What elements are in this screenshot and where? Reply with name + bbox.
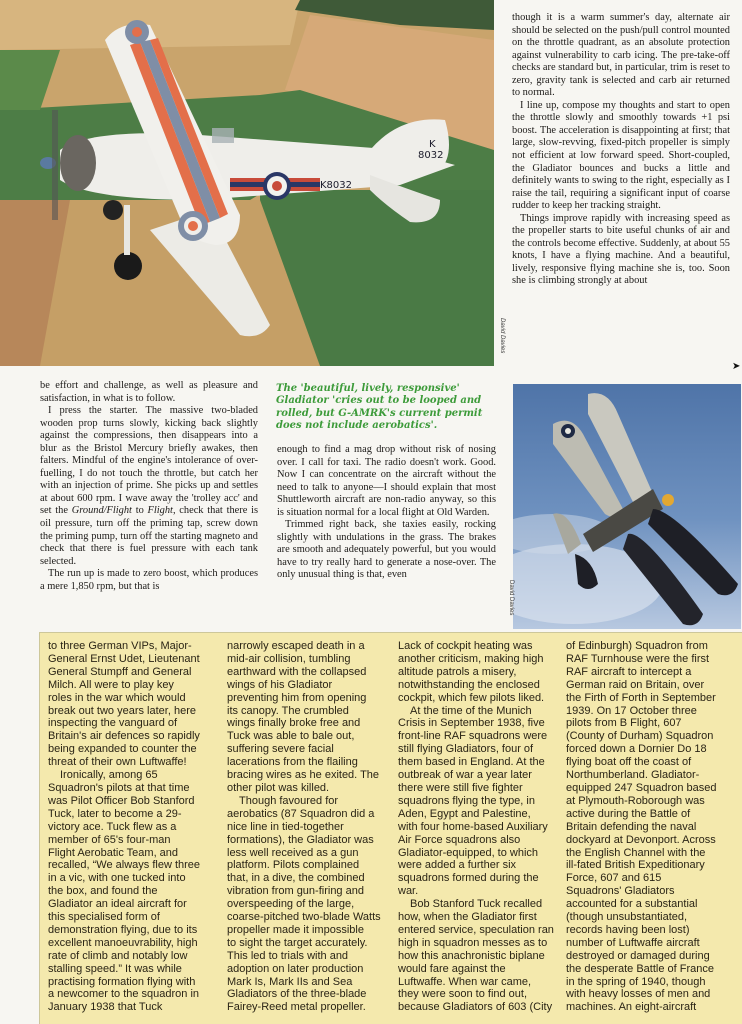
sidebar-line: earthward with the collapsed [227, 665, 367, 678]
sidebar-line: that, in a dive, the combined [227, 872, 365, 885]
sidebar-line: at Plymouth-Roborough was [566, 794, 705, 807]
sidebar-line: was Pilot Officer Bob Stanford [48, 794, 195, 807]
sidebar-line: another criticism, making high [398, 652, 544, 665]
sidebar-line: would fare against the [398, 962, 506, 975]
article-paragraph: Things improve rapidly with increasing speed as the propeller starts to bite useful chunks of air and the controls become effective. Suddenly, at about 55 knots, I have a flying machine. And a beautiful, lively, responsive flying machine she is, too. Soon she is climbing strongly at about [512, 212, 730, 287]
sidebar-line: victory ace. Tuck flew as a [48, 820, 177, 833]
sidebar-line: them based in England. At the [398, 756, 545, 769]
text-run: , check that there is oil pressure, turn off the priming tap, screw down the priming pump, turn off the starting magneto and check that there is fuel pressure with each tank selected. [40, 505, 258, 567]
sidebar-line: they were soon to find out, [398, 988, 528, 1001]
sidebar-line: its canopy. The crumbled [227, 704, 349, 717]
sidebar-column-4 [566, 640, 716, 1014]
sidebar-line: January 1938 that Tuck [48, 1001, 163, 1014]
sidebar-line: high in squadron messes as to [398, 936, 548, 949]
sidebar-line: wings finally broke free and [227, 717, 361, 730]
article-paragraph: The run up is made to zero boost, which produces a mere 1,850 rpm, but that is [40, 568, 258, 592]
sidebar-line: of Edinburgh) Squadron from [566, 640, 708, 652]
sidebar-line: German raid on Britain, over [566, 678, 705, 691]
sidebar-line: active during the Battle of [566, 807, 691, 820]
sidebar-line: Crisis in September 1938, five [398, 717, 545, 730]
sidebar-line: threat of their own Luftwaffe! [48, 756, 187, 769]
sidebar-line: General Ernst Udet, Lieutenant [48, 652, 200, 665]
sidebar-line: dockyard at Devonport. Across [566, 833, 716, 846]
sidebar-line: Force, 607 and 615 [566, 872, 662, 885]
sidebar-line: inspecting the vanguard of [48, 717, 178, 730]
tail-registration-letter: K [429, 139, 436, 150]
sidebar-line: to three German VIPs, Major- [48, 640, 192, 652]
sidebar-line: Tuck, later to become a 29- [48, 807, 182, 820]
sidebar-line: flying boat off the coast of [566, 756, 692, 769]
sidebar-line: Squadron's pilots at that time [48, 781, 190, 794]
sidebar-line: with four home-based Auxiliary [398, 820, 548, 833]
sidebar-line: Britain's air defences so rapidly [48, 730, 200, 743]
sidebar-line: squadrons flying the type, in [398, 794, 535, 807]
sidebar-line: Air Force squadrons also [398, 833, 521, 846]
sidebar-line: Milch. All were to play key [48, 678, 174, 691]
sidebar-line: Squadrons' Gladiators [566, 885, 675, 898]
sidebar-line: lacerations from the flailing [227, 756, 358, 769]
sidebar-line: accounted for a substantial [566, 898, 698, 911]
sidebar-line: equipped 247 Squadron based [566, 781, 717, 794]
text-run-italic: Ground/Flight [71, 505, 132, 517]
sidebar-line: number of Luftwaffe aircraft [566, 936, 700, 949]
sidebar-line: Gladiator an ideal aircraft for [48, 898, 187, 911]
sidebar-line: Fairey-Reed metal propeller. [227, 1001, 366, 1014]
sidebar-line: records having been lost) [566, 923, 690, 936]
sidebar-line: ill-fated British Expeditionary [566, 859, 705, 872]
sidebar-line: (though unsubstantiated, [566, 911, 688, 924]
sidebar-line: because Gladiators of 603 (City [398, 1001, 553, 1014]
sidebar-line: suffering severe facial [227, 743, 334, 756]
sidebar-line: machines. An eight-aircraft [566, 1001, 697, 1014]
sidebar-line: the Firth of Forth in September [566, 691, 716, 704]
photo-credit-top: David Davies [499, 318, 505, 354]
sidebar-line: outbreak of war a year later [398, 769, 532, 782]
sidebar-line: less well received as a gun [227, 846, 359, 859]
sidebar-line: a newcomer to the squadron in [48, 988, 200, 1001]
sidebar-line: This led to trials with and [227, 949, 349, 962]
article-column-right-top [512, 12, 730, 288]
sidebar-line: nice line in tied-together [227, 820, 344, 833]
sidebar-line: Bob Stanford Tuck recalled [410, 898, 543, 911]
sidebar-line: RAF aircraft to intercept a [566, 665, 692, 678]
article-paragraph [40, 405, 258, 568]
sidebar-line: in a vic, with one tucked into [48, 872, 186, 885]
photo-credit-right: David Davies [508, 580, 514, 616]
sidebar-line: member of 65's four-man [48, 833, 171, 846]
sidebar-line: demonstration flying, due to its [48, 923, 198, 936]
sidebar-line: RAF Turnhouse were the first [566, 652, 710, 665]
sidebar-line: the desperate Battle of France [566, 962, 714, 975]
article-paragraph: I line up, compose my thoughts and start to open the throttle slowly and smoothly towards +1 psi boost. The acceleration is disappointing at first; that large, slow-revving, fixed-pitch propeller is simply not efficient at low forward speed. Short-coupled, the Gladiator bounces and bucks a little and definitely wants to swing to the right, especially as I raise the tail, requiring a significant input of coarse rudder to keep her tracking straight. [512, 99, 730, 212]
sidebar-line: with heavy losses of men and [566, 988, 711, 1001]
sidebar-line: other pilot was killed. [227, 781, 330, 794]
sidebar-line: Luftwaffe. When war came, [398, 975, 532, 988]
photo-graphic [0, 0, 494, 366]
sidebar-line: forced down a Dornier Do 18 [566, 743, 707, 756]
sidebar-line: preventing him from opening [227, 691, 367, 704]
sidebar-column-2 [227, 640, 381, 1014]
sidebar-line: front-line RAF squadrons were [398, 730, 548, 743]
sidebar-line: narrowly escaped death in a [227, 640, 365, 652]
sidebar-column-3 [398, 640, 554, 1014]
sidebar-line: overspeeding of the large, [227, 898, 355, 911]
sidebar-column-1 [48, 640, 200, 1014]
article-paragraph: Trimmed right back, she taxies easily, rocking slightly with undulations in the grass. The brakes are smooth and adequately powerful, but you would have to try really hard to generate a nose-over. The only unusual thing is that, even [277, 519, 496, 581]
sidebar-line: wings of his Gladiator [227, 678, 333, 691]
sidebar-line: cockpit, which few pilots liked. [398, 691, 545, 704]
sidebar-line: formations), the Gladiator was [227, 833, 374, 846]
sidebar-line: were added a further six [398, 859, 517, 872]
text-run-italic: Flight [147, 505, 173, 517]
sidebar-line: Lack of cockpit heating was [398, 640, 533, 652]
photo-gladiator-over-fields [0, 0, 494, 366]
sidebar-line: there were still five fighter [398, 781, 523, 794]
sidebar-line: Gladiator-equipped, to which [398, 846, 539, 859]
sidebar-line: practising formation flying with [48, 975, 196, 988]
sidebar-line: 1939. On 17 October three [566, 704, 697, 717]
sidebar-line: vibration from gun-firing and [227, 885, 364, 898]
sidebar-line: being expanded to counter the [48, 743, 197, 756]
sidebar-line: bracing wires as he exited. The [227, 769, 380, 782]
sidebar-line: how this anachronistic biplane [398, 949, 545, 962]
article-column-left [40, 380, 258, 593]
sidebar-line: the box, and found the [48, 885, 158, 898]
sidebar-line: this specialised form of [48, 911, 160, 924]
sidebar-line: how, when the Gladiator first [398, 911, 537, 924]
sidebar-line: altitude patrols a misery, [398, 665, 517, 678]
sidebar-line: Ironically, among 65 [60, 769, 158, 782]
sidebar-line: platform. Pilots complained [227, 859, 360, 872]
sidebar-line: excellent manoeuvrability, high [48, 936, 198, 949]
sidebar-line: destroyed or damaged during [566, 949, 710, 962]
sidebar-line: General Stumpff and General [48, 665, 192, 678]
fuselage-registration: K8032 [320, 180, 353, 191]
sidebar-line: still flying Gladiators, four of [398, 743, 534, 756]
sidebar-line: notwithstanding the enclosed [398, 678, 540, 691]
sidebar-line: propeller made it impossible [227, 923, 364, 936]
sidebar-line: Northumberland. Gladiator- [566, 769, 700, 782]
text-run: I press the starter. The massive two-bladed wooden prop turns slowly, kicking back slightly against the compressions, then disappears into a blur as the Bristol Mercury briefly awakes, then falters. Mindful of the engine's intolerance of over-fuelling, I do not touch the throttle, but catch her with an injection of prime. She picks up and settles at about 600 rpm. I wave away the 'trolley acc' and set the [40, 405, 258, 517]
sidebar-line: (County of Durham) Squadron [566, 730, 714, 743]
sidebar-line: pilots from B Flight, 607 [566, 717, 682, 730]
sidebar-line: coarse-pitched two-blade Watts [227, 911, 381, 924]
sidebar-line: Aden, Egypt and Palestine, [398, 807, 531, 820]
sidebar-line: Tuck was able to bale out, [227, 730, 355, 743]
sidebar-line: war. [398, 885, 419, 898]
continue-arrow-icon: ➤ [732, 361, 741, 372]
sidebar-line: recalled, “We always flew three [48, 859, 201, 872]
sidebar-line: mid-air collision, tumbling [227, 652, 351, 665]
sidebar-line: roles in the war which would [48, 691, 186, 704]
article-paragraph: though it is a warm summer's day, alternate air should be selected on the push/pull control mounted on the throttle quadrant, as an absolute protection against vulnerability to carb icing. The pre-take-off checks are standard but, in particular, trim is reset to zero, gravity tank is selected and carb air returned to normal. [512, 12, 730, 99]
photo-gladiator-in-sky [513, 384, 741, 629]
article-paragraph: be effort and challenge, as well as pleasure and satisfaction, in what is to follow. [40, 380, 258, 404]
sidebar-line: entered service, speculation ran [398, 923, 554, 936]
article-paragraph: enough to find a mag drop without risk of nosing over. I call for taxi. The radio doesn't work. Good. Now I can concentrate on the aircraft without the need to talk to anyone—I should explain that most Shuttleworth aircraft are non-radio anyway, so this is situation normal for a local flight at Old Warden. [277, 444, 496, 518]
sidebar-line: aerobatics (87 Squadron did a [227, 807, 375, 820]
sidebar-line: Though favoured for [239, 794, 339, 807]
sidebar-line: Britain defending the naval [566, 820, 697, 833]
sidebar-line: to sight the target accurately. [227, 936, 368, 949]
photo-graphic [513, 384, 741, 629]
text-run: to [131, 505, 148, 517]
sidebar-line: At the time of the Munich [410, 704, 532, 717]
sidebar-line: Gladiators of the three-blade [227, 988, 367, 1001]
sidebar-line: squadrons formed during the [398, 872, 539, 885]
pull-quote: The 'beautiful, lively, responsive' Gladiator 'cries out to be looped and rolled, but G-AMRK's current permit does not include aerobatics'. [276, 383, 483, 431]
sidebar-line: break out two years later, here [48, 704, 196, 717]
sidebar-line: in the spring of 1940, though [566, 975, 706, 988]
sidebar-line: Flight Aerobatic Team, and [48, 846, 179, 859]
sidebar-line: adoption on later production [227, 962, 364, 975]
sidebar-line: the English Channel with the [566, 846, 706, 859]
sidebar-line: stalling speed.” It was while [48, 962, 182, 975]
sidebar-line: Mark Is, Mark IIs and Sea [227, 975, 353, 988]
sidebar-line: rate of climb and notably low [48, 949, 188, 962]
article-column-middle [277, 444, 496, 582]
tail-registration-number: 8032 [418, 150, 444, 161]
